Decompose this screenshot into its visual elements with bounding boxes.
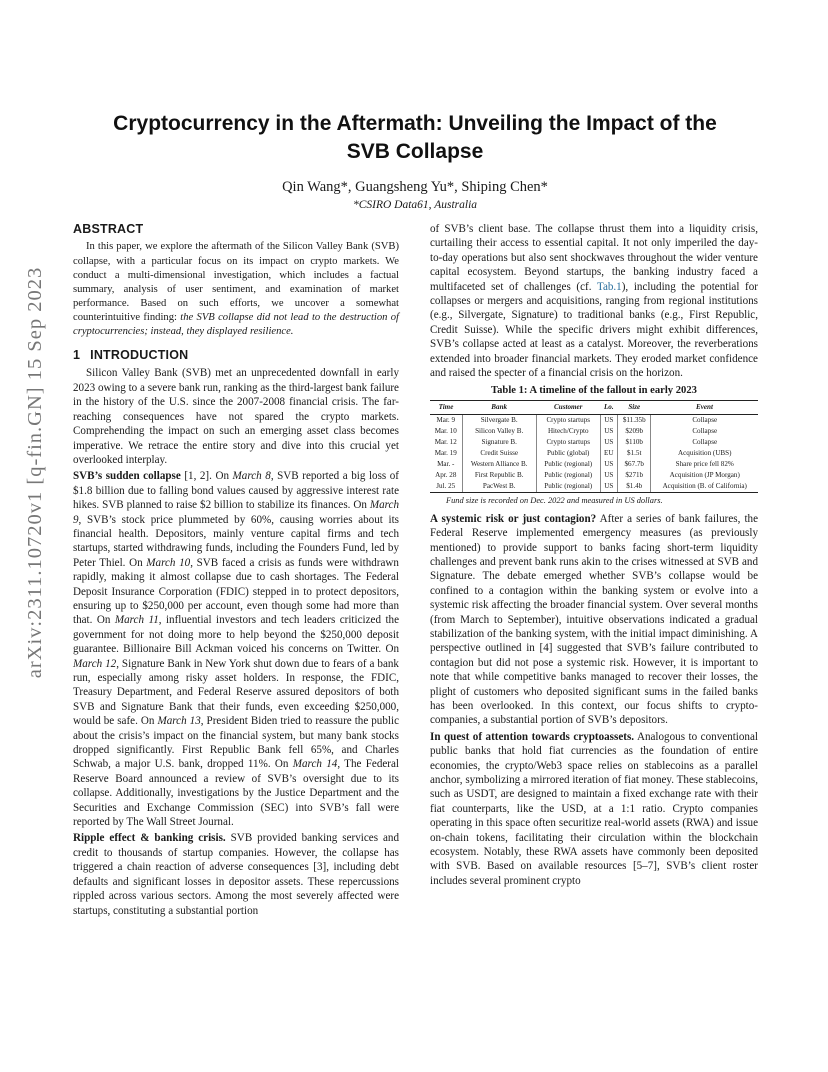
cell-location: US: [600, 481, 617, 492]
table-reference-link[interactable]: Tab.1: [596, 280, 622, 293]
runin-systemic-risk: A systemic risk or just contagion?: [430, 512, 597, 525]
date-mar14: March 14: [292, 758, 338, 771]
col-header-location: Lo.: [600, 401, 617, 415]
table-row: [430, 470, 758, 481]
date-mar11: March 11: [114, 614, 159, 627]
cell-customer: Public (regional): [536, 481, 600, 492]
cell-location: US: [600, 437, 617, 448]
cell-bank: Silicon Valley B.: [462, 426, 536, 437]
text-seg: , SVB reported a big loss of $1.8 billion due to falling bond values caused by aggressive interest rate hikes. SVB planned to raise $2 billion to stabilize its finances. On: [73, 470, 399, 512]
col-header-time: Time: [430, 401, 462, 415]
cell-time: Mar. 10: [430, 426, 462, 437]
intro-paragraph-ripple: [73, 831, 399, 917]
cell-bank: Credit Suisse: [462, 448, 536, 459]
cell-bank: First Republic B.: [462, 470, 536, 481]
date-mar12: March 12: [73, 657, 117, 670]
cell-event: Acquisition (B. of California): [651, 481, 758, 492]
runin-svb-collapse: SVB’s sudden collapse: [73, 470, 181, 483]
cell-bank: Signature B.: [462, 437, 536, 448]
text-seg: , SVB faced a crisis as funds were withdrawn rapidly, making it almost collapse due to cash shortages. The Federal Deposit Insurance Corporation (FDIC) stepped in to protect depositors, ensuring up to $250,000 per account, even though some had more than that. On: [73, 556, 399, 627]
intro-paragraph-continued: [430, 222, 758, 380]
abstract-plain: In this paper, we explore the aftermath of the Silicon Valley Bank (SVB) collapse, with a particular focus on its impact on crypto markets. We conduct a multi-dimensional investigation, which includes a factual summary, analysis of user sentiment, and examination of market performance. Based on such efforts, we uncover a somewhat counterintuitive finding:: [73, 241, 399, 323]
cell-bank: Western Alliance B.: [462, 459, 536, 470]
cell-customer: Public (regional): [536, 459, 600, 470]
cell-size: $1.4b: [618, 481, 651, 492]
text-seg: Analogous to conventional public banks that hold fiat currencies as the foundation of entire economies, the crypto/Web3 space relies on stablecoins as a parallel anchor, symbolizing a mirrored iteration of fiat money. These stablecoins, such as USDT, are designed to maintain a fixed exchange rate with their fiat counterparts, like the USD, at a 1:1 ratio. Crypto companies operating in this space often securitize real-world assets (RWA) and issue on-chain tokens, facilitating their circulation within the blockchain ecosystem. Notably, these RWA assets have commonly been deposited with SVB. Based on available resources [5–7], SVB’s client roster includes several prominent crypto: [430, 730, 758, 887]
text-seg: SVB provided banking services and credit to thousands of startup companies. However, the collapse has triggered a chain reaction of adverse consequences [3], including debt defaults and significant losses in depositor assets. These repercussions rippled across various sectors. Among the most severely affected were startups, constituting a substantial portion: [73, 832, 399, 917]
table-header-row: [430, 401, 758, 415]
intro-paragraph-1: Silicon Valley Bank (SVB) met an unprecedented downfall in early 2023 owing to a severe bank run, ranking as the third-largest bank failure in the history of the U.S. since the 2007-2008 financial crisis. The far-reaching consequences have not spared the crypto markets. Comprehending the impact on such an emerging asset class becomes imperative. We retrace the entire story and dive into this crucial yet overlooked interplay.: [73, 367, 399, 466]
cell-size: $271b: [618, 470, 651, 481]
text-seg: , Signature Bank in New York shut down due to fears of a bank run, especially among risky asset holders. In response, the FDIC, Treasury Department, and Federal Reserve assured depositors of both SVB and Signature Bank that their funds, even exceeding $250,000, would be safe. On: [73, 657, 399, 728]
arxiv-id-text: arXiv:2311.10720v1 [q-fin.GN] 15 Sep 2023: [24, 266, 47, 679]
section-number: 1: [73, 348, 81, 363]
cell-time: Mar. 12: [430, 437, 462, 448]
cell-location: US: [600, 415, 617, 426]
col-header-customer: Customer: [536, 401, 600, 415]
text-seg: , The Federal Reserve Board announced a review of SVB’s oversight due to its collapse. Additionally, investigations by the Justice Department and the Securities and Exchange Commission (SEC) into SVB’s fall were reported by The Wall Street Journal.: [73, 758, 399, 829]
table-row: [430, 415, 758, 426]
cell-size: $11.35b: [618, 415, 651, 426]
timeline-table-block: [430, 384, 758, 505]
cell-customer: Crypto startups: [536, 415, 600, 426]
table-row: [430, 481, 758, 492]
cell-customer: Hitech/Crypto: [536, 426, 600, 437]
cell-customer: Crypto startups: [536, 437, 600, 448]
cell-event: Share price fell 82%: [675, 460, 734, 468]
text-seg: , SVB’s stock price plummeted by 60%, causing worries about its financial health. Depositors, mainly venture capital firms and tech startups, started withdrawing funds, including the Founders Fund, led by Peter Thiel. On: [73, 513, 399, 569]
cell-location: US: [600, 426, 617, 437]
cell-location: US: [600, 470, 617, 481]
date-mar10: March 10: [146, 556, 191, 569]
section-title: INTRODUCTION: [90, 348, 189, 363]
cell-event: Collapse: [692, 438, 718, 447]
cell-bank: PacWest B.: [462, 481, 536, 492]
cell-event: Collapse: [692, 416, 718, 425]
table-row: [430, 426, 758, 437]
text-seg: After a series of bank failures, the Federal Reserve implemented emergency measures (as previously mentioned) to provide support to banks facing short-term liquidity challenges and prevent bank runs akin to the crises witnessed at SVB and Signature. The debate emerged whether SVB’s collapse would be confined to a contagion within the banking system or evolve into a systemic risk affecting the broader financial system. Over several months (from March to September), intuitive observations indicated a gradual stabilization of the banking system, with the initial impact diminishing. A perspective outlined in [4] suggested that SVB’s failure contributed to contagion but did not pose a systemic risk. However, it is important to note that while competitive banks managed to recover their losses, the plight of customers who deposited significant sums in the failed banks has been overlooked. In this context, our focus shifts to crypto-companies, a substantial portion of SVB’s depositors.: [430, 512, 758, 727]
text-seg: , President Biden tried to reassure the public about the crisis’s impact on the financial system, but many bank stocks dropped significantly. First Republic Bank fell 65%, and Charles Schwab, a major U.S. bank, dropped 11%. On: [73, 715, 399, 771]
runin-cryptoassets: In quest of attention towards cryptoassets.: [430, 730, 635, 743]
author-list: Qin Wang*, Guangsheng Yu*, Shiping Chen*: [282, 179, 548, 195]
intro-paragraph-systemic-risk: [430, 512, 758, 728]
cell-time: Apr. 28: [430, 470, 462, 481]
cell-time: Mar. 19: [430, 448, 462, 459]
text-seg: of SVB’s client base. The collapse thrust them into a liquidity crisis, curtailing their access to essential capital. It not only imperiled the day-to-day operations but also sent shockwaves throughout the wider venture capital ecosystem. Beyond startups, the banking industry faced a multifaceted set of challenges (cf.: [430, 223, 758, 293]
cell-event: Acquisition (JP Morgan): [669, 470, 740, 479]
table-caption: Table 1: A timeline of the fallout in early 2023: [491, 385, 697, 397]
cell-size: $209b: [618, 426, 651, 437]
right-column: [430, 222, 758, 888]
date-mar9: March 9: [73, 499, 399, 526]
col-header-size: Size: [618, 401, 651, 415]
abstract-text: [73, 240, 399, 339]
abstract-heading: ABSTRACT: [73, 222, 144, 236]
paper-title: Cryptocurrency in the Aftermath: Unveiling the Impact of the SVB Collapse: [113, 112, 717, 163]
table-footnote: Fund size is recorded on Dec. 2022 and measured in US dollars.: [446, 495, 663, 505]
intro-paragraph-cryptoassets: [430, 730, 758, 888]
cell-customer: Public (regional): [536, 470, 600, 481]
cell-size: $110b: [618, 437, 651, 448]
intro-paragraph-svb-collapse: [73, 469, 399, 829]
cell-event: Collapse: [692, 427, 718, 436]
table-row: [430, 448, 758, 459]
cell-event: Acquisition (UBS): [678, 449, 732, 458]
runin-ripple: Ripple effect & banking crisis.: [73, 832, 226, 845]
left-column: [73, 222, 399, 918]
cell-bank: Silvergate B.: [462, 415, 536, 426]
cell-size: $1.5t: [618, 448, 651, 459]
text-seg: [1, 2]. On: [180, 470, 233, 483]
abstract-italic: the SVB collapse did not lead to the destruction of cryptocurrencies; instead, they displayed resilience.: [73, 311, 399, 337]
table-row: [430, 437, 758, 448]
timeline-table: [430, 400, 758, 492]
cell-time: Jul. 25: [430, 481, 462, 492]
col-header-event: Event: [651, 401, 758, 415]
date-mar8: March 8: [232, 470, 271, 483]
cell-time: Mar. -: [430, 459, 462, 470]
affiliation: *CSIRO Data61, Australia: [352, 199, 478, 211]
text-seg: ), including the potential for collapses or mergers and acquisitions, ranging from regional institutions (e.g., Silvergate, Signature) to traditional banks (e.g., First Republic, Credit Suisse). While the specific drivers might exhibit differences, SVB’s collapse acted at least as a catalyst. Moreover, the reverberations extended into broader financial markets. They eroded market confidence and raised the specter of a financial crisis on the horizon.: [430, 280, 758, 380]
arxiv-identifier: [24, 266, 47, 679]
cell-location: US: [600, 459, 617, 470]
intro-heading: [73, 348, 399, 362]
col-header-bank: Bank: [462, 401, 536, 415]
date-mar13: March 13: [157, 715, 201, 728]
cell-customer: Public (global): [536, 448, 600, 459]
text-seg: , influential investors and tech leaders criticized the government for not doing more to help beyond the $250,000 deposit guarantee. Billionaire Bill Ackman voiced his concerns on Twitter. On: [73, 614, 399, 656]
table-row: [430, 459, 758, 470]
cell-size: $67.7b: [618, 459, 651, 470]
cell-location: EU: [600, 448, 617, 459]
cell-time: Mar. 9: [430, 415, 462, 426]
